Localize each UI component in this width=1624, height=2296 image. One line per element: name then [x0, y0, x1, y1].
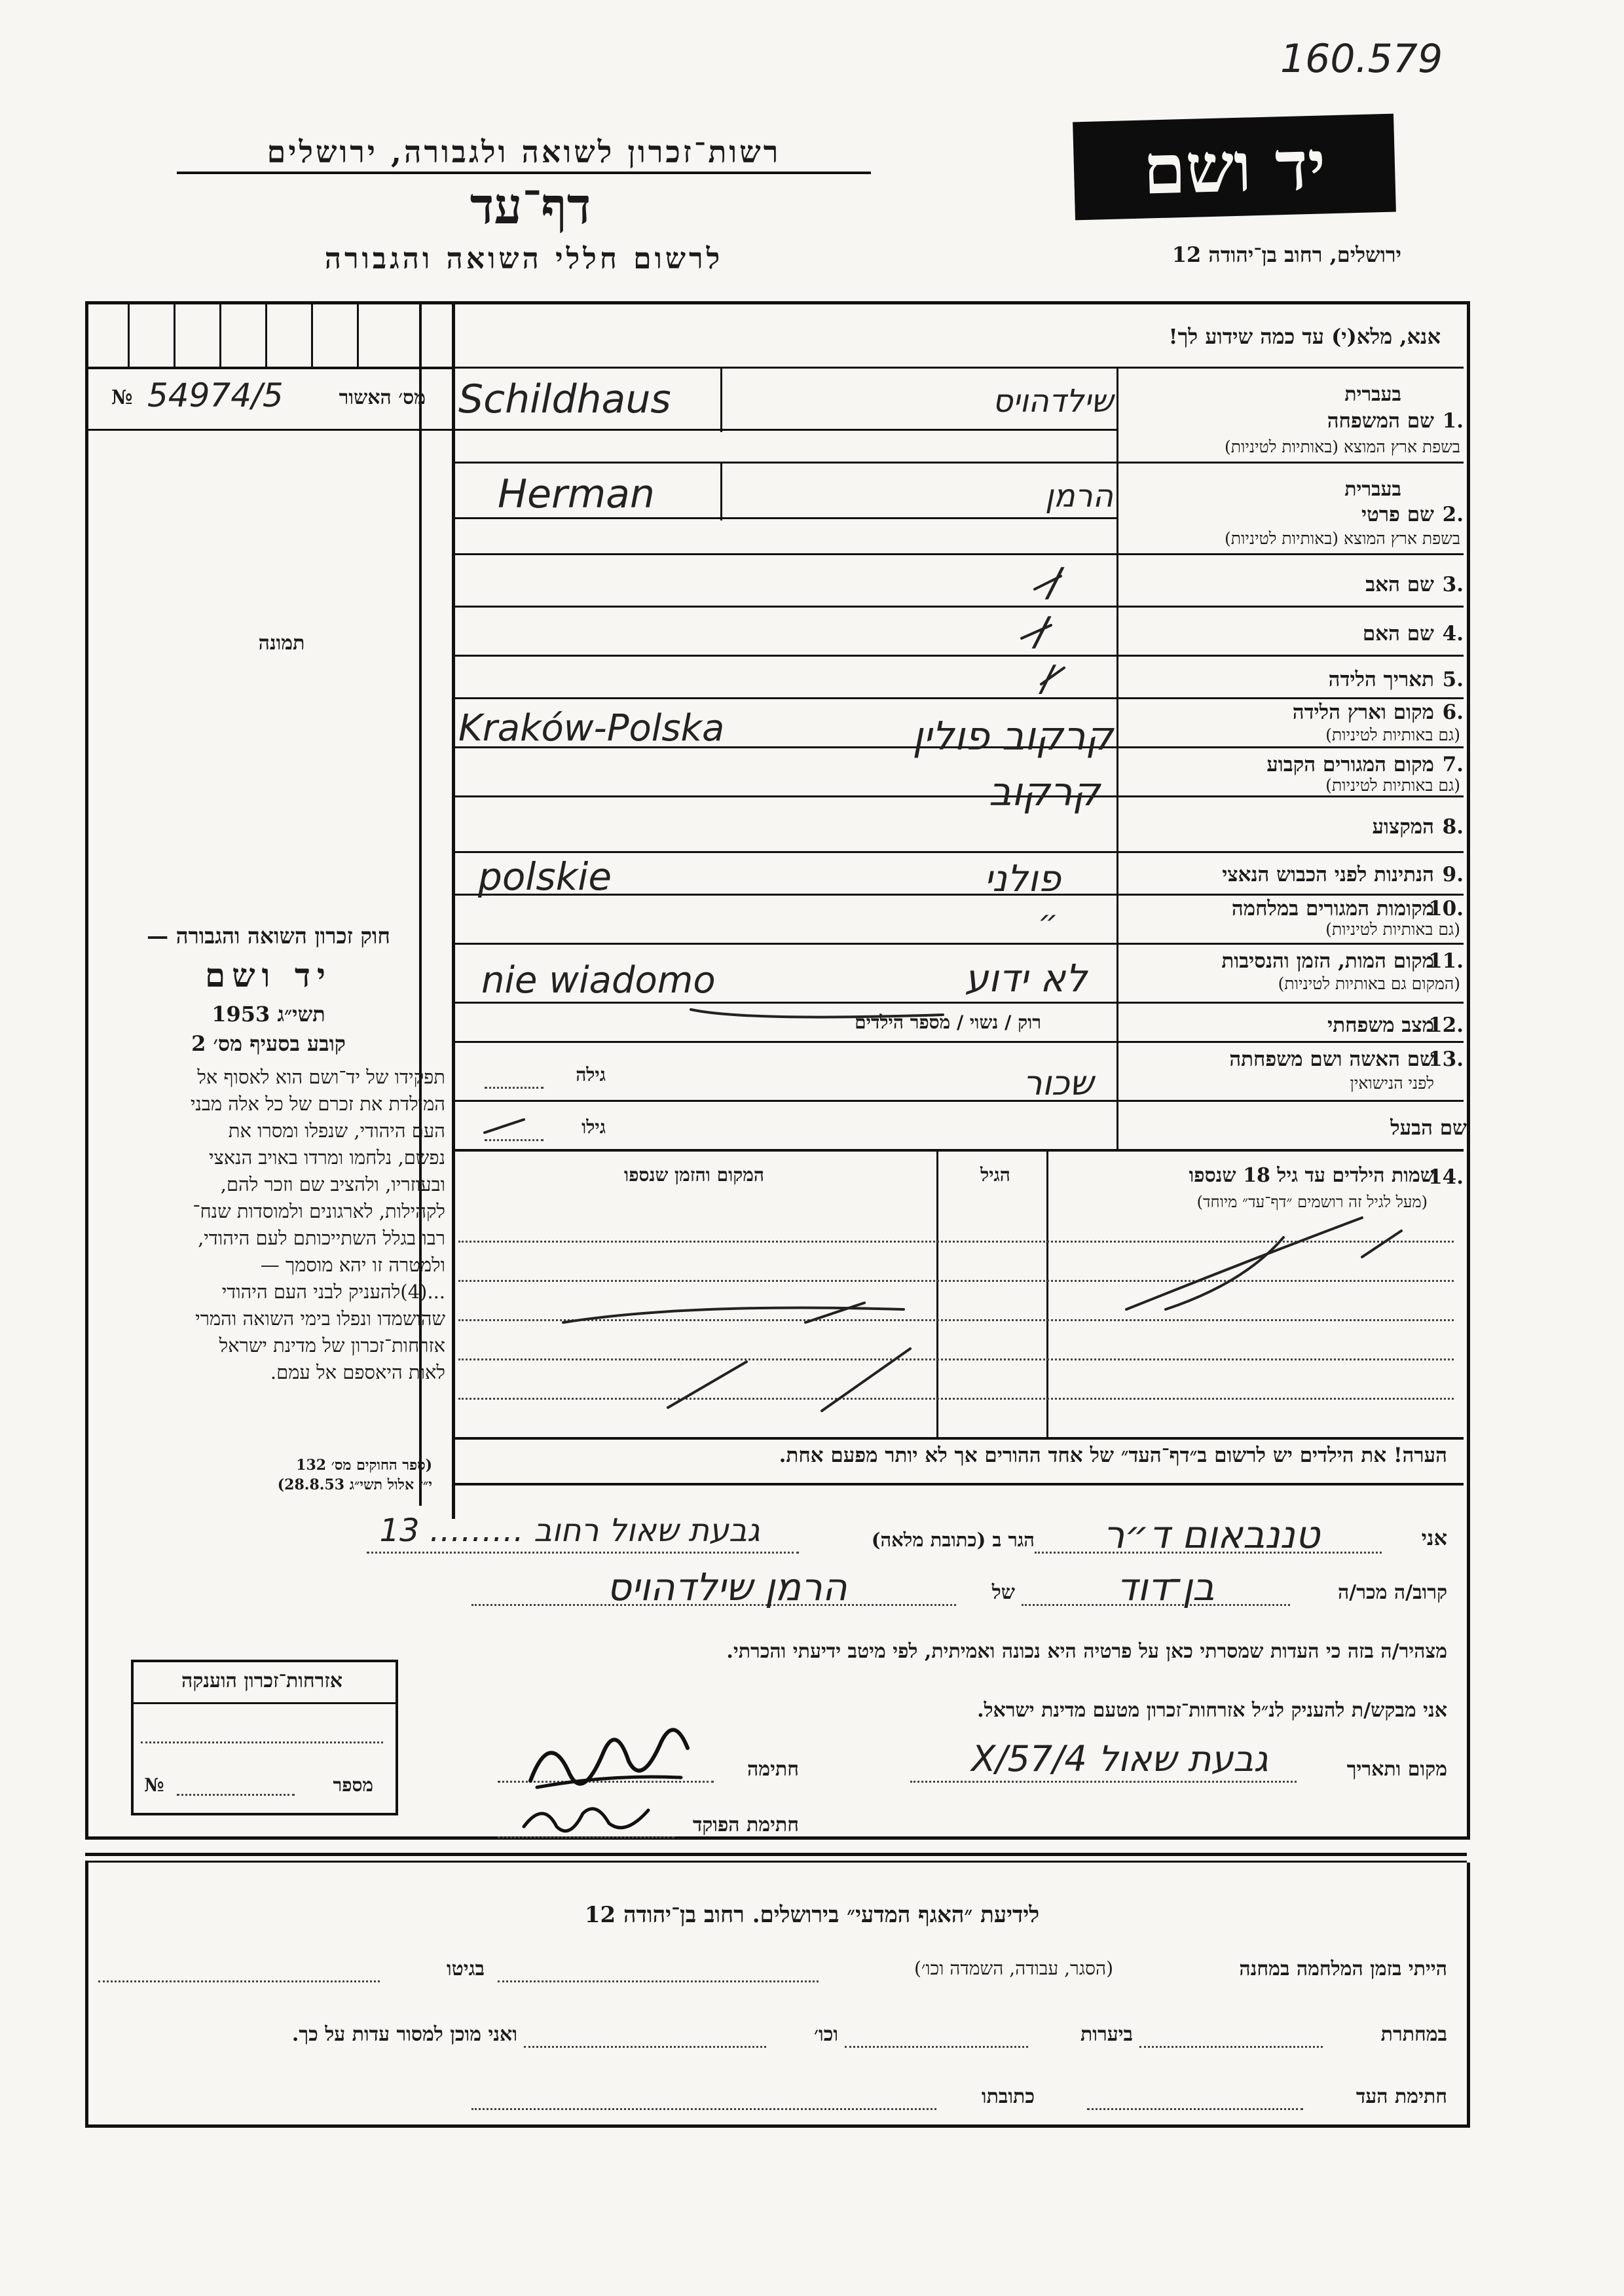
children-num: 14. [1428, 1165, 1464, 1189]
field-3-num: 3. [1442, 573, 1464, 596]
field-5-num: 5. [1442, 668, 1464, 691]
place-date-label: מקום ותאריך [1346, 1758, 1447, 1781]
declarant-statement: מצהיר/ה בזה כי העדות שמסרתי כאן על פרטיה היא נכונה ואמיתית, לפי מיטב ידיעתי והכרתי. [726, 1640, 1447, 1663]
law-line: אזרחות־זכרון של מדינת ישראל [219, 1334, 445, 1357]
field-4-value: / [1035, 609, 1048, 655]
field-1-num: 1. [1442, 409, 1464, 433]
children-note: (מעל לגיל זה רושמים ״דף־עד״ מיוחד) [1196, 1193, 1428, 1211]
field-12-label: מצב משפחתי [1327, 1013, 1434, 1037]
field-13-age-label: גילה [576, 1064, 606, 1085]
header-address: ירושלים, רחוב בן־יהודה 12 [1172, 242, 1401, 267]
field-6-num: 6. [1442, 701, 1464, 724]
field-9-label: הנתינות לפני הכבוש הנאצי [1222, 863, 1434, 886]
approval-no-mark: № [111, 386, 133, 409]
field-7-value-hebrew: קרקוב [988, 769, 1100, 815]
field-13-value: שכור [1023, 1064, 1094, 1103]
field-13-note: לפני הנישואין [1350, 1074, 1434, 1093]
children-label: שמות הילדים עד גיל 18 שנספו [1189, 1164, 1434, 1187]
law-line: לקהילות, לארגונים ולמוסדות שנח־ [193, 1200, 445, 1222]
field-3-label: שם האב [1365, 573, 1434, 596]
file-number: 160.579 [1280, 36, 1443, 82]
officer-label: חתימת הפוקד [692, 1813, 799, 1836]
law-line: רבו בגלל השתייכותם לעם היהודי, [198, 1227, 445, 1249]
law-clause: קובע בסעיף מס׳ 2 [191, 1031, 346, 1056]
archive-line1-a: הייתי בזמן המלחמה במחנה [1239, 1958, 1447, 1980]
declarant-relation: בן־דוד [1116, 1565, 1215, 1609]
field-5-value: / [1041, 658, 1054, 699]
field-2-value-latin: Herman [498, 471, 655, 517]
field-6-latin-note: (גם באותיות לטיניות) [1325, 725, 1460, 744]
logo-text: יד ושם [1142, 124, 1327, 210]
declarant-relation-label: קרוב/ה מכר/ה [1338, 1581, 1447, 1604]
field-9-value-latin: polskie [478, 854, 612, 899]
children-remark: הערה! את הילדים יש לרשום ב״דף־העד״ של אחד ההורים אך לא יותר מפעם אחת. [779, 1444, 1447, 1467]
declarant-ani: אני [1421, 1525, 1447, 1550]
archive-line1-c: בגיטו [446, 1958, 485, 1980]
field-11-label: מקום המות, הזמן והנסיבות [1221, 949, 1434, 973]
law-line: נפשם, נלחמו ומרדו באויב הנאצי [208, 1146, 445, 1169]
field-11-num: 11. [1428, 949, 1464, 973]
declarant-resides-label: הגר ב (כתובת מלאה) [871, 1529, 1035, 1551]
field-7-latin-note: (גם באותיות לטיניות) [1325, 776, 1460, 795]
field-11-note: (המקום גם באותיות לטיניות) [1278, 974, 1460, 993]
archive-heading: לידיעת ״האגף המדעי״ בירושלים. רחוב בן־יהודה 12 [584, 1902, 1040, 1928]
archive-line3-b: כתובתו [981, 2085, 1035, 2108]
field-1-latin-note: בשפת ארץ המוצא (באותיות לטיניות) [1225, 437, 1460, 456]
law-year: תשי״ג 1953 [212, 1002, 325, 1027]
field-2-num: 2. [1442, 503, 1464, 526]
field-6-value-latin: Kraków-Polska [458, 707, 725, 750]
field-12-num: 12. [1428, 1013, 1464, 1037]
field-9-value-hebrew: פולני [984, 858, 1061, 900]
field-2-hebrew-tag: בעברית [1344, 478, 1401, 501]
signature-label: חתימה [747, 1758, 799, 1781]
approval-label: מס׳ האשור [339, 386, 426, 409]
law-line: שהושמדו ונפלו בימי השואה והמרי [195, 1307, 445, 1330]
form-subtitle: לרשום חללי השואה והגבורה [324, 242, 724, 276]
form-title: דף־עד [470, 177, 591, 235]
field-1-label: שם המשפחה [1327, 409, 1434, 433]
declarant-request: אני מבקש/ת להעניק לנ״ל אזרחות־זכרון מטעם מדינת ישראל. [977, 1699, 1447, 1722]
certificate-number-label: מספר [333, 1774, 373, 1796]
field-husband-label: שם הבעל [1390, 1116, 1467, 1140]
law-text [92, 1064, 445, 1386]
archive-line2-c: וכו׳ [814, 2023, 838, 2046]
field-husband-age-label: גילו [581, 1116, 606, 1138]
field-4-label: שם האם [1362, 622, 1434, 646]
field-2-value-hebrew: הרמן [1044, 478, 1113, 515]
approval-number: 54974/5 [147, 376, 284, 414]
field-2-latin-note: בשפת ארץ המוצא (באותיות לטיניות) [1225, 529, 1460, 548]
field-9-num: 9. [1442, 863, 1464, 886]
field-6-value-hebrew: קרקוב פולין [912, 714, 1113, 759]
field-13-label: שם האשה ושם משפחתה [1229, 1048, 1434, 1071]
field-8-num: 8. [1442, 815, 1464, 839]
field-4-num: 4. [1442, 622, 1464, 646]
field-1-value-hebrew: שילדהויס [992, 383, 1113, 420]
field-5-label: תאריך הלידה [1328, 668, 1434, 691]
place-date-value: גבעת שאול 4/X/57 [971, 1738, 1268, 1779]
law-line: ...(4)להעניק לבני העם היהודי [221, 1281, 445, 1303]
law-line: ולמטרה זו יהא מוסמך — [260, 1254, 445, 1276]
field-11-value-latin: nie wiadomo [481, 959, 716, 1002]
field-12-options: רוק / נשוי / מספר הילדים [855, 1011, 1041, 1033]
field-10-num: 10. [1428, 897, 1464, 920]
law-line: המולדת את זכרם של כל אלה מבני [190, 1093, 445, 1115]
field-10-latin-note: (גם באותיות לטיניות) [1325, 920, 1460, 939]
declarant-of-name: הרמן שילדהויס [606, 1565, 847, 1609]
law-line: העם היהודי, שנפלו ומסרו את [228, 1120, 445, 1142]
field-6-label: מקום וארץ הלידה [1292, 701, 1434, 724]
intro-text: אנא, מלא(י) עד כמה שידוע לך! [1168, 324, 1441, 349]
archive-line2-a: במחתרת [1380, 2023, 1447, 2046]
law-footnote-1: (ספר החוקים מס׳ 132 [296, 1457, 432, 1474]
declarant-of-label: של [991, 1581, 1015, 1604]
certificate-no-mark: № [144, 1774, 164, 1796]
field-1-hebrew-tag: בעברית [1344, 383, 1401, 406]
field-10-label: מקומות המגורים במלחמה [1231, 897, 1434, 920]
archive-line3-a: חתימת העד [1356, 2085, 1447, 2108]
archive-line1-b: (הסגר, עבודה, השמדה וכו׳) [913, 1958, 1113, 1979]
field-7-label: מקום המגורים הקבוע [1266, 753, 1434, 776]
field-3-value: / [1048, 560, 1061, 606]
field-8-label: המקצוע [1372, 815, 1434, 839]
law-heading: חוק זכרון השואה והגבורה — [147, 923, 390, 949]
declarant-address: גבעת שאול רחוב ……… 13 [379, 1512, 760, 1549]
law-footnote-2: י״ז אלול תשי״ג 28.8.53) [277, 1476, 432, 1493]
certificate-title: אזרחות־זכרון הוענקה [181, 1669, 343, 1692]
law-line: לאות היאספם אל עמם. [270, 1361, 445, 1383]
field-1-value-latin: Schildhaus [458, 376, 671, 422]
archive-line2-d: ואני מוכן למסור עדות על כך. [291, 2023, 517, 2046]
law-line: ובעוזריו, ולהציב שם וזכר להם, [220, 1173, 445, 1195]
field-11-value-hebrew: לא ידוע [965, 956, 1087, 1000]
field-10-value: ״ [1038, 903, 1058, 940]
children-place-header: המקום והזמן שנספו [624, 1164, 764, 1186]
field-2-label: שם פרטי [1361, 503, 1434, 526]
law-name: יד ושם [205, 956, 332, 994]
declarant-name: טננבאום ד״ר [1103, 1512, 1320, 1557]
officer-signature [517, 1787, 661, 1846]
authority-title: רשות־זכרון לשואה ולגבורה, ירושלים [267, 134, 781, 170]
children-age-header: הגיל [980, 1164, 1010, 1186]
field-7-num: 7. [1442, 753, 1464, 776]
archive-line2-b: ביערות [1080, 2023, 1133, 2046]
photo-label: תמונה [258, 632, 305, 655]
law-line: תפקידו של יד־ושם הוא לאסוף אל [197, 1066, 445, 1088]
field-13-num: 13. [1428, 1048, 1464, 1071]
